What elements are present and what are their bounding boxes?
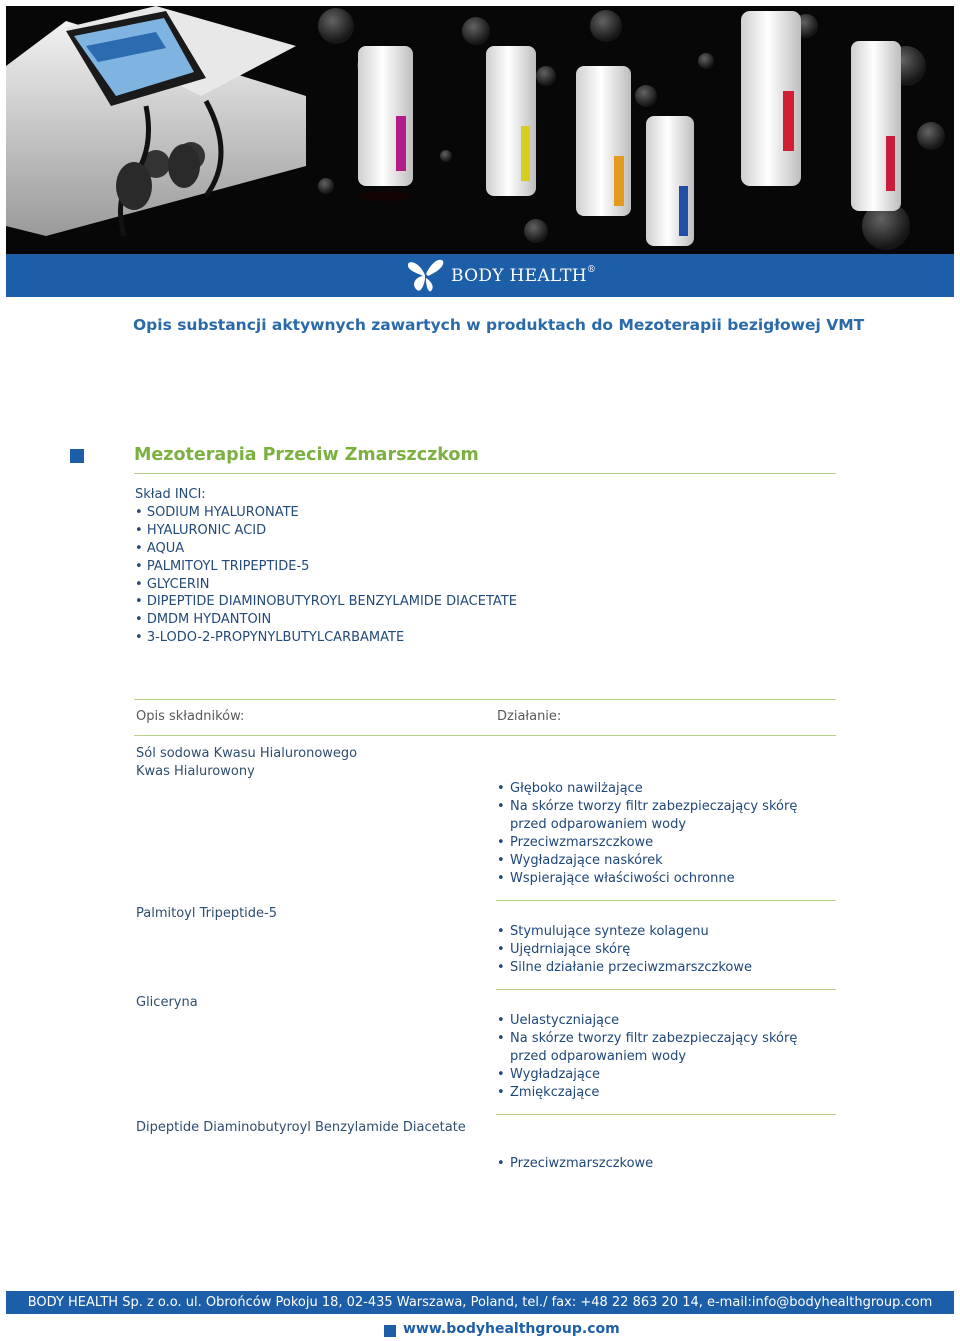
inci-item: • 3-LODO-2-PROPYNYLBUTYLCARBAMATE [135, 629, 517, 647]
hero-product-photo [6, 6, 954, 254]
table-top-divider [134, 699, 836, 700]
inci-item: • DMDM HYDANTOIN [135, 611, 517, 629]
inci-label: Skład INCI: [135, 487, 206, 502]
inci-item: • AQUA [135, 540, 517, 558]
section-divider [134, 473, 836, 474]
section-title: Mezoterapia Przeciw Zmarszczkom [134, 445, 479, 465]
components-column-header: Opis składników: [136, 709, 245, 724]
device-illustration [6, 6, 306, 236]
effect-item: • Na skórze tworzy filtr zabezpieczający skórę przed odparowaniem wody [497, 798, 827, 834]
effect-item: • Zmiękczające [497, 1084, 827, 1102]
table-row-effects [497, 1012, 827, 1102]
document-title: Opis substancji aktywnych zawartych w produktach do Mezoterapii bezigłowej VMT [133, 316, 865, 334]
effect-item: • Głęboko nawilżające [497, 780, 827, 798]
effect-item: • Ujędrniające skórę [497, 941, 827, 959]
bottles-illustration [357, 11, 901, 246]
product-photo-illustration [6, 6, 954, 254]
inci-list [135, 486, 517, 647]
row-divider [496, 900, 836, 901]
website-bullet-square [384, 1325, 396, 1337]
effects-column-header: Działanie: [497, 709, 562, 724]
effect-item: • Stymulujące synteze kolagenu [497, 923, 827, 941]
brand-name: BODY HEALTH [451, 266, 587, 286]
table-row-components [136, 905, 277, 923]
butterfly-icon [405, 257, 445, 295]
row-divider [496, 989, 836, 990]
inci-item: • SODIUM HYALURONATE [135, 504, 517, 522]
table-row-effects [497, 780, 827, 887]
inci-item: • GLYCERIN [135, 576, 517, 594]
effect-item: • Wspierające właściwości ochronne [497, 870, 827, 888]
effect-item: • Uelastyczniające [497, 1012, 827, 1030]
effect-item: • Silne działanie przeciwzmarszczkowe [497, 959, 827, 977]
table-row-effects [497, 1155, 827, 1173]
effect-item: • Przeciwzmarszczkowe [497, 1155, 827, 1173]
header-divider-left [134, 735, 500, 736]
inci-item: • PALMITOYL TRIPEPTIDE-5 [135, 558, 517, 576]
component-name: Palmitoyl Tripeptide-5 [136, 906, 278, 921]
table-row-effects [497, 923, 827, 977]
footer-address: BODY HEALTH Sp. z o.o. ul. Obrońców Pokoju 18, 02-435 Warszawa, Poland, tel./ fax: +48 22 863 20 14, e-mail:info@bodyhealthgroup.com [27, 1295, 933, 1310]
trademark-symbol: ® [586, 265, 597, 275]
brand-logo [405, 257, 596, 295]
table-row-components [136, 994, 198, 1012]
website-link[interactable]: www.bodyhealthgroup.com [403, 1321, 620, 1337]
effect-item: • Wygładzające naskórek [497, 852, 827, 870]
inci-item: • HYALURONIC ACID [135, 522, 517, 540]
header-divider-right [496, 735, 836, 736]
component-name: Kwas Hialurowony [136, 763, 255, 779]
component-name: Sól sodowa Kwasu Hialuronowego [136, 746, 358, 761]
component-name: Gliceryna [136, 995, 198, 1010]
effect-item: • Wygładzające [497, 1066, 827, 1084]
table-row-components [136, 1119, 466, 1137]
row-divider [496, 1114, 836, 1115]
component-name: Dipeptide Diaminobutyroyl Benzylamide Diacetate [136, 1120, 466, 1135]
table-row-components [136, 745, 357, 781]
effect-item: • Na skórze tworzy filtr zabezpieczający skórę przed odparowaniem wody [497, 1030, 827, 1066]
inci-item: • DIPEPTIDE DIAMINOBUTYROYL BENZYLAMIDE DIACETATE [135, 593, 517, 611]
section-bullet-square [70, 449, 84, 463]
effect-item: • Przeciwzmarszczkowe [497, 834, 827, 852]
